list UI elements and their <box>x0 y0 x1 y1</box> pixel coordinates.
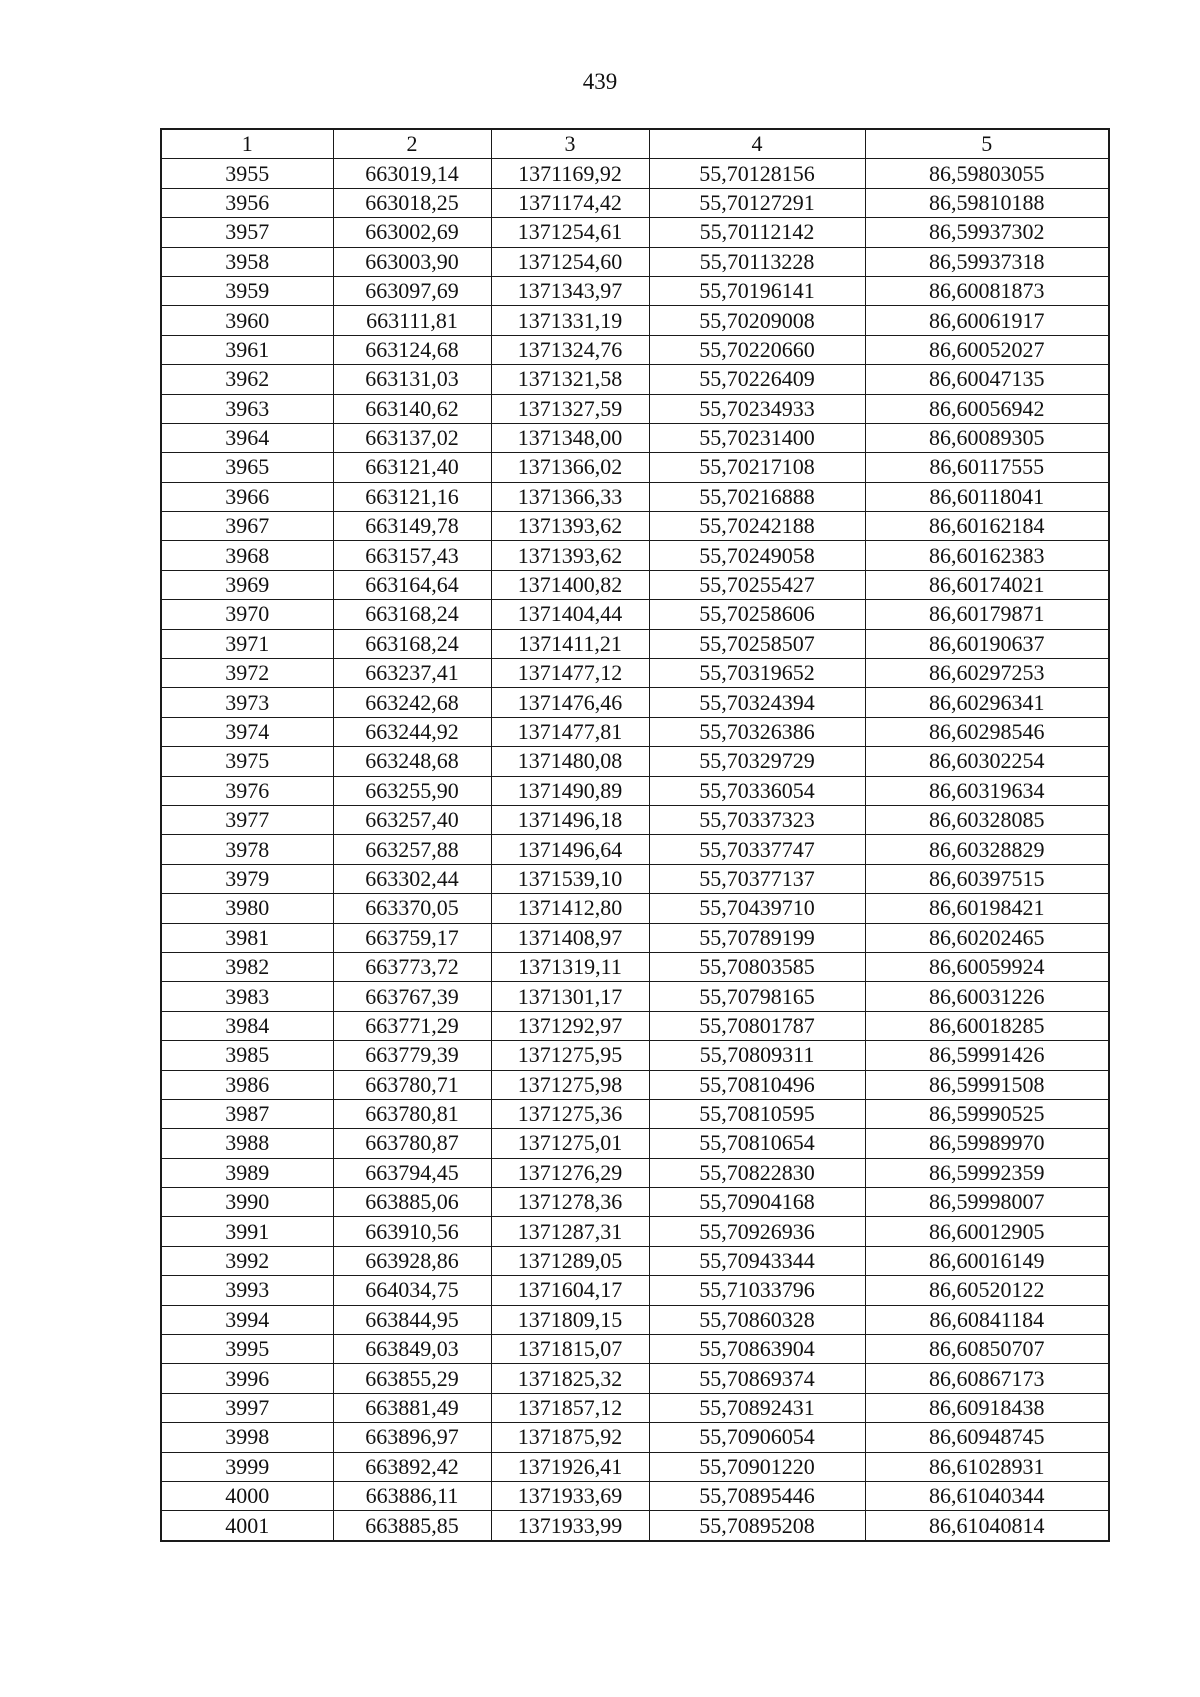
table-cell: 663121,16 <box>333 482 491 511</box>
table-cell: 3990 <box>161 1188 333 1217</box>
table-cell: 86,60298546 <box>865 717 1109 746</box>
table-cell: 55,70249058 <box>649 541 865 570</box>
table-row <box>161 1158 1109 1187</box>
table-cell: 1371926,41 <box>491 1452 649 1481</box>
table-cell: 55,70439710 <box>649 894 865 923</box>
table-cell: 663149,78 <box>333 512 491 541</box>
table-cell: 86,59991508 <box>865 1070 1109 1099</box>
table-row <box>161 747 1109 776</box>
table-row <box>161 717 1109 746</box>
table-row <box>161 1423 1109 1452</box>
table-cell: 3966 <box>161 482 333 511</box>
table-cell: 86,60296341 <box>865 688 1109 717</box>
table-cell: 55,70209008 <box>649 306 865 335</box>
table-cell: 86,60520122 <box>865 1276 1109 1305</box>
table-cell: 86,60202465 <box>865 923 1109 952</box>
table-row <box>161 541 1109 570</box>
table-cell: 1371331,19 <box>491 306 649 335</box>
table-cell: 55,70255427 <box>649 570 865 599</box>
table-cell: 55,70220660 <box>649 335 865 364</box>
table-cell: 3969 <box>161 570 333 599</box>
table-cell: 663164,64 <box>333 570 491 599</box>
table-cell: 55,70801787 <box>649 1011 865 1040</box>
table-cell: 663780,81 <box>333 1099 491 1128</box>
table-cell: 86,61040344 <box>865 1481 1109 1510</box>
table-cell: 1371319,11 <box>491 952 649 981</box>
table-cell: 3960 <box>161 306 333 335</box>
table-cell: 3995 <box>161 1335 333 1364</box>
table-cell: 663157,43 <box>333 541 491 570</box>
table-cell: 1371169,92 <box>491 159 649 188</box>
table-header-row <box>161 129 1109 159</box>
table-cell: 1371496,18 <box>491 805 649 834</box>
table-cell: 663771,29 <box>333 1011 491 1040</box>
table-body <box>161 159 1109 1541</box>
table-cell: 1371875,92 <box>491 1423 649 1452</box>
table-cell: 1371496,64 <box>491 835 649 864</box>
table-cell: 55,70258507 <box>649 629 865 658</box>
table-cell: 663124,68 <box>333 335 491 364</box>
table-cell: 3971 <box>161 629 333 658</box>
table-cell: 86,60841184 <box>865 1305 1109 1334</box>
table-cell: 1371366,02 <box>491 453 649 482</box>
table-cell: 663121,40 <box>333 453 491 482</box>
table-cell: 3956 <box>161 188 333 217</box>
table-cell: 3994 <box>161 1305 333 1334</box>
table-cell: 55,70226409 <box>649 365 865 394</box>
table-row <box>161 188 1109 217</box>
table-cell: 86,60031226 <box>865 982 1109 1011</box>
table-cell: 1371278,36 <box>491 1188 649 1217</box>
table-cell: 663168,24 <box>333 629 491 658</box>
table-cell: 663111,81 <box>333 306 491 335</box>
table-cell: 663885,06 <box>333 1188 491 1217</box>
table-cell: 3955 <box>161 159 333 188</box>
table-cell: 3989 <box>161 1158 333 1187</box>
table-cell: 55,70216888 <box>649 482 865 511</box>
table-cell: 55,70336054 <box>649 776 865 805</box>
table-row <box>161 659 1109 688</box>
table-cell: 55,70337747 <box>649 835 865 864</box>
table-cell: 1371604,17 <box>491 1276 649 1305</box>
table-row <box>161 835 1109 864</box>
table-row <box>161 923 1109 952</box>
table-cell: 1371411,21 <box>491 629 649 658</box>
table-cell: 663242,68 <box>333 688 491 717</box>
table-cell: 663896,97 <box>333 1423 491 1452</box>
table-cell: 663002,69 <box>333 218 491 247</box>
table-row <box>161 276 1109 305</box>
table-cell: 55,70377137 <box>649 864 865 893</box>
table-cell: 1371174,42 <box>491 188 649 217</box>
table-cell: 3980 <box>161 894 333 923</box>
table-cell: 663018,25 <box>333 188 491 217</box>
table-cell: 86,59992359 <box>865 1158 1109 1187</box>
table-row <box>161 688 1109 717</box>
table-cell: 55,70231400 <box>649 423 865 452</box>
table-cell: 1371348,00 <box>491 423 649 452</box>
table-cell: 86,59989970 <box>865 1129 1109 1158</box>
table-cell: 55,70803585 <box>649 952 865 981</box>
table-cell: 1371292,97 <box>491 1011 649 1040</box>
table-cell: 4000 <box>161 1481 333 1510</box>
table-cell: 55,70904168 <box>649 1188 865 1217</box>
table-cell: 663886,11 <box>333 1481 491 1510</box>
table-cell: 55,70895208 <box>649 1511 865 1541</box>
table-cell: 663131,03 <box>333 365 491 394</box>
table-cell: 663773,72 <box>333 952 491 981</box>
table-cell: 3973 <box>161 688 333 717</box>
table-cell: 663137,02 <box>333 423 491 452</box>
table-cell: 3981 <box>161 923 333 952</box>
table-cell: 663140,62 <box>333 394 491 423</box>
table-row <box>161 982 1109 1011</box>
table-cell: 663097,69 <box>333 276 491 305</box>
table-cell: 86,60162184 <box>865 512 1109 541</box>
table-cell: 1371254,61 <box>491 218 649 247</box>
table-cell: 3993 <box>161 1276 333 1305</box>
table-cell: 86,59803055 <box>865 159 1109 188</box>
table-cell: 55,70895446 <box>649 1481 865 1510</box>
table-cell: 86,60162383 <box>865 541 1109 570</box>
table-cell: 3965 <box>161 453 333 482</box>
table-row <box>161 1452 1109 1481</box>
table-cell: 86,60198421 <box>865 894 1109 923</box>
table-cell: 86,61040814 <box>865 1511 1109 1541</box>
table-cell: 55,70906054 <box>649 1423 865 1452</box>
table-cell: 86,59810188 <box>865 188 1109 217</box>
table-cell: 3991 <box>161 1217 333 1246</box>
table-cell: 3959 <box>161 276 333 305</box>
table-cell: 86,60089305 <box>865 423 1109 452</box>
table-row <box>161 629 1109 658</box>
table-row <box>161 1129 1109 1158</box>
table-cell: 86,60012905 <box>865 1217 1109 1246</box>
table-row <box>161 482 1109 511</box>
table-cell: 663257,40 <box>333 805 491 834</box>
table-cell: 1371476,46 <box>491 688 649 717</box>
table-cell: 55,70326386 <box>649 717 865 746</box>
table-cell: 1371393,62 <box>491 512 649 541</box>
table-cell: 3957 <box>161 218 333 247</box>
table-cell: 55,70863904 <box>649 1335 865 1364</box>
table-cell: 663237,41 <box>333 659 491 688</box>
table-cell: 55,70337323 <box>649 805 865 834</box>
table-row <box>161 1188 1109 1217</box>
table-cell: 663910,56 <box>333 1217 491 1246</box>
table-cell: 3961 <box>161 335 333 364</box>
table-cell: 663244,92 <box>333 717 491 746</box>
coordinates-table <box>160 128 1110 1542</box>
table-cell: 663780,71 <box>333 1070 491 1099</box>
table-cell: 3987 <box>161 1099 333 1128</box>
table-cell: 1371254,60 <box>491 247 649 276</box>
table-cell: 1371276,29 <box>491 1158 649 1187</box>
table-cell: 86,60059924 <box>865 952 1109 981</box>
table-row <box>161 453 1109 482</box>
table-cell: 55,70822830 <box>649 1158 865 1187</box>
table-cell: 86,60867173 <box>865 1364 1109 1393</box>
table-cell: 55,70943344 <box>649 1246 865 1275</box>
table-cell: 3983 <box>161 982 333 1011</box>
table-cell: 86,59991426 <box>865 1041 1109 1070</box>
table-cell: 55,70860328 <box>649 1305 865 1334</box>
table-cell: 663844,95 <box>333 1305 491 1334</box>
table-cell: 3977 <box>161 805 333 834</box>
table-row <box>161 952 1109 981</box>
table-cell: 1371400,82 <box>491 570 649 599</box>
table-cell: 86,60174021 <box>865 570 1109 599</box>
table-cell: 663257,88 <box>333 835 491 864</box>
table-row <box>161 1011 1109 1040</box>
table-cell: 55,70319652 <box>649 659 865 688</box>
table-cell: 663779,39 <box>333 1041 491 1070</box>
table-cell: 3963 <box>161 394 333 423</box>
table-cell: 86,60018285 <box>865 1011 1109 1040</box>
table-cell: 3968 <box>161 541 333 570</box>
table-row <box>161 776 1109 805</box>
table-cell: 1371857,12 <box>491 1393 649 1422</box>
table-cell: 663370,05 <box>333 894 491 923</box>
table-cell: 86,60118041 <box>865 482 1109 511</box>
table-row <box>161 600 1109 629</box>
table-cell: 663255,90 <box>333 776 491 805</box>
table-cell: 1371343,97 <box>491 276 649 305</box>
table-cell: 86,60081873 <box>865 276 1109 305</box>
table-row <box>161 1099 1109 1128</box>
table-cell: 663849,03 <box>333 1335 491 1364</box>
table-cell: 3975 <box>161 747 333 776</box>
table-cell: 1371933,99 <box>491 1511 649 1541</box>
table-cell: 1371825,32 <box>491 1364 649 1393</box>
table-cell: 86,61028931 <box>865 1452 1109 1481</box>
table-cell: 3974 <box>161 717 333 746</box>
table-cell: 663003,90 <box>333 247 491 276</box>
table-cell: 663302,44 <box>333 864 491 893</box>
table-cell: 663885,85 <box>333 1511 491 1541</box>
table-cell: 1371393,62 <box>491 541 649 570</box>
table-cell: 1371480,08 <box>491 747 649 776</box>
table-cell: 663780,87 <box>333 1129 491 1158</box>
table-cell: 86,60319634 <box>865 776 1109 805</box>
table-cell: 3962 <box>161 365 333 394</box>
table-cell: 86,60297253 <box>865 659 1109 688</box>
table-cell: 3972 <box>161 659 333 688</box>
table-cell: 1371412,80 <box>491 894 649 923</box>
table-cell: 663892,42 <box>333 1452 491 1481</box>
column-header: 3 <box>491 129 649 159</box>
table-cell: 1371815,07 <box>491 1335 649 1364</box>
table-cell: 55,70128156 <box>649 159 865 188</box>
table-cell: 55,70810595 <box>649 1099 865 1128</box>
table-cell: 86,60117555 <box>865 453 1109 482</box>
column-header: 1 <box>161 129 333 159</box>
table-cell: 1371366,33 <box>491 482 649 511</box>
table-row <box>161 423 1109 452</box>
table-cell: 3978 <box>161 835 333 864</box>
table-cell: 86,59937318 <box>865 247 1109 276</box>
table-cell: 1371287,31 <box>491 1217 649 1246</box>
table-cell: 55,70810654 <box>649 1129 865 1158</box>
table-cell: 86,60948745 <box>865 1423 1109 1452</box>
table-cell: 55,70892431 <box>649 1393 865 1422</box>
table-cell: 86,60328085 <box>865 805 1109 834</box>
table-cell: 55,70196141 <box>649 276 865 305</box>
table-row <box>161 805 1109 834</box>
table-cell: 86,60061917 <box>865 306 1109 335</box>
table-row <box>161 512 1109 541</box>
table-cell: 1371490,89 <box>491 776 649 805</box>
table-row <box>161 1276 1109 1305</box>
table-cell: 55,70127291 <box>649 188 865 217</box>
table-cell: 663168,24 <box>333 600 491 629</box>
table-cell: 86,59937302 <box>865 218 1109 247</box>
table-cell: 1371275,36 <box>491 1099 649 1128</box>
table-row <box>161 1335 1109 1364</box>
table-cell: 86,59990525 <box>865 1099 1109 1128</box>
table-cell: 86,60850707 <box>865 1335 1109 1364</box>
table-cell: 664034,75 <box>333 1276 491 1305</box>
table-row <box>161 1305 1109 1334</box>
table-cell: 4001 <box>161 1511 333 1541</box>
table-cell: 55,70112142 <box>649 218 865 247</box>
table-row <box>161 394 1109 423</box>
table-cell: 55,70258606 <box>649 600 865 629</box>
table-cell: 86,60918438 <box>865 1393 1109 1422</box>
table-cell: 3999 <box>161 1452 333 1481</box>
table-cell: 55,70242188 <box>649 512 865 541</box>
table-row <box>161 247 1109 276</box>
table-cell: 86,60179871 <box>865 600 1109 629</box>
table-row <box>161 864 1109 893</box>
table-cell: 1371539,10 <box>491 864 649 893</box>
table-cell: 1371809,15 <box>491 1305 649 1334</box>
table-row <box>161 1041 1109 1070</box>
table-cell: 1371275,98 <box>491 1070 649 1099</box>
table-cell: 663767,39 <box>333 982 491 1011</box>
table-row <box>161 1217 1109 1246</box>
table-cell: 3976 <box>161 776 333 805</box>
table-cell: 663019,14 <box>333 159 491 188</box>
table-row <box>161 1511 1109 1541</box>
table-cell: 3984 <box>161 1011 333 1040</box>
table-cell: 55,70217108 <box>649 453 865 482</box>
table-cell: 86,60397515 <box>865 864 1109 893</box>
table-cell: 3988 <box>161 1129 333 1158</box>
table-cell: 55,70113228 <box>649 247 865 276</box>
table-cell: 3967 <box>161 512 333 541</box>
table-cell: 3985 <box>161 1041 333 1070</box>
table-cell: 663794,45 <box>333 1158 491 1187</box>
table-cell: 86,60052027 <box>865 335 1109 364</box>
table-cell: 1371408,97 <box>491 923 649 952</box>
table-cell: 1371324,76 <box>491 335 649 364</box>
table-cell: 1371275,95 <box>491 1041 649 1070</box>
table-row <box>161 1481 1109 1510</box>
table-cell: 55,70329729 <box>649 747 865 776</box>
table-cell: 55,70798165 <box>649 982 865 1011</box>
table-cell: 663855,29 <box>333 1364 491 1393</box>
table-row <box>161 894 1109 923</box>
table-cell: 663759,17 <box>333 923 491 952</box>
table-cell: 1371275,01 <box>491 1129 649 1158</box>
table-cell: 55,70810496 <box>649 1070 865 1099</box>
table-cell: 86,60047135 <box>865 365 1109 394</box>
table-cell: 3998 <box>161 1423 333 1452</box>
table-cell: 3986 <box>161 1070 333 1099</box>
table-cell: 55,70789199 <box>649 923 865 952</box>
table-cell: 1371327,59 <box>491 394 649 423</box>
table-cell: 55,70926936 <box>649 1217 865 1246</box>
table-cell: 663881,49 <box>333 1393 491 1422</box>
table-cell: 1371321,58 <box>491 365 649 394</box>
table-cell: 86,60302254 <box>865 747 1109 776</box>
table-cell: 3979 <box>161 864 333 893</box>
table-cell: 1371933,69 <box>491 1481 649 1510</box>
table-cell: 86,60056942 <box>865 394 1109 423</box>
table-cell: 3982 <box>161 952 333 981</box>
table-cell: 1371289,05 <box>491 1246 649 1275</box>
table-cell: 55,71033796 <box>649 1276 865 1305</box>
table-cell: 86,60190637 <box>865 629 1109 658</box>
column-header: 4 <box>649 129 865 159</box>
table-row <box>161 218 1109 247</box>
table-cell: 86,59998007 <box>865 1188 1109 1217</box>
table-cell: 663248,68 <box>333 747 491 776</box>
column-header: 2 <box>333 129 491 159</box>
table-cell: 1371301,17 <box>491 982 649 1011</box>
table-row <box>161 365 1109 394</box>
table-cell: 3958 <box>161 247 333 276</box>
table-cell: 1371477,81 <box>491 717 649 746</box>
table-cell: 3992 <box>161 1246 333 1275</box>
table-cell: 55,70324394 <box>649 688 865 717</box>
table-cell: 1371477,12 <box>491 659 649 688</box>
table-cell: 3964 <box>161 423 333 452</box>
table-row <box>161 1393 1109 1422</box>
table-row <box>161 1246 1109 1275</box>
table-cell: 55,70901220 <box>649 1452 865 1481</box>
column-header: 5 <box>865 129 1109 159</box>
page-number: 439 <box>582 69 618 94</box>
table-cell: 86,60328829 <box>865 835 1109 864</box>
table-cell: 55,70809311 <box>649 1041 865 1070</box>
table-cell: 3970 <box>161 600 333 629</box>
table-row <box>161 335 1109 364</box>
table-row <box>161 306 1109 335</box>
table-cell: 55,70869374 <box>649 1364 865 1393</box>
table-row <box>161 1070 1109 1099</box>
table-row <box>161 570 1109 599</box>
table-cell: 86,60016149 <box>865 1246 1109 1275</box>
table-cell: 1371404,44 <box>491 600 649 629</box>
table-row <box>161 159 1109 188</box>
table-cell: 3997 <box>161 1393 333 1422</box>
table-cell: 3996 <box>161 1364 333 1393</box>
table-row <box>161 1364 1109 1393</box>
table-cell: 663928,86 <box>333 1246 491 1275</box>
table-cell: 55,70234933 <box>649 394 865 423</box>
